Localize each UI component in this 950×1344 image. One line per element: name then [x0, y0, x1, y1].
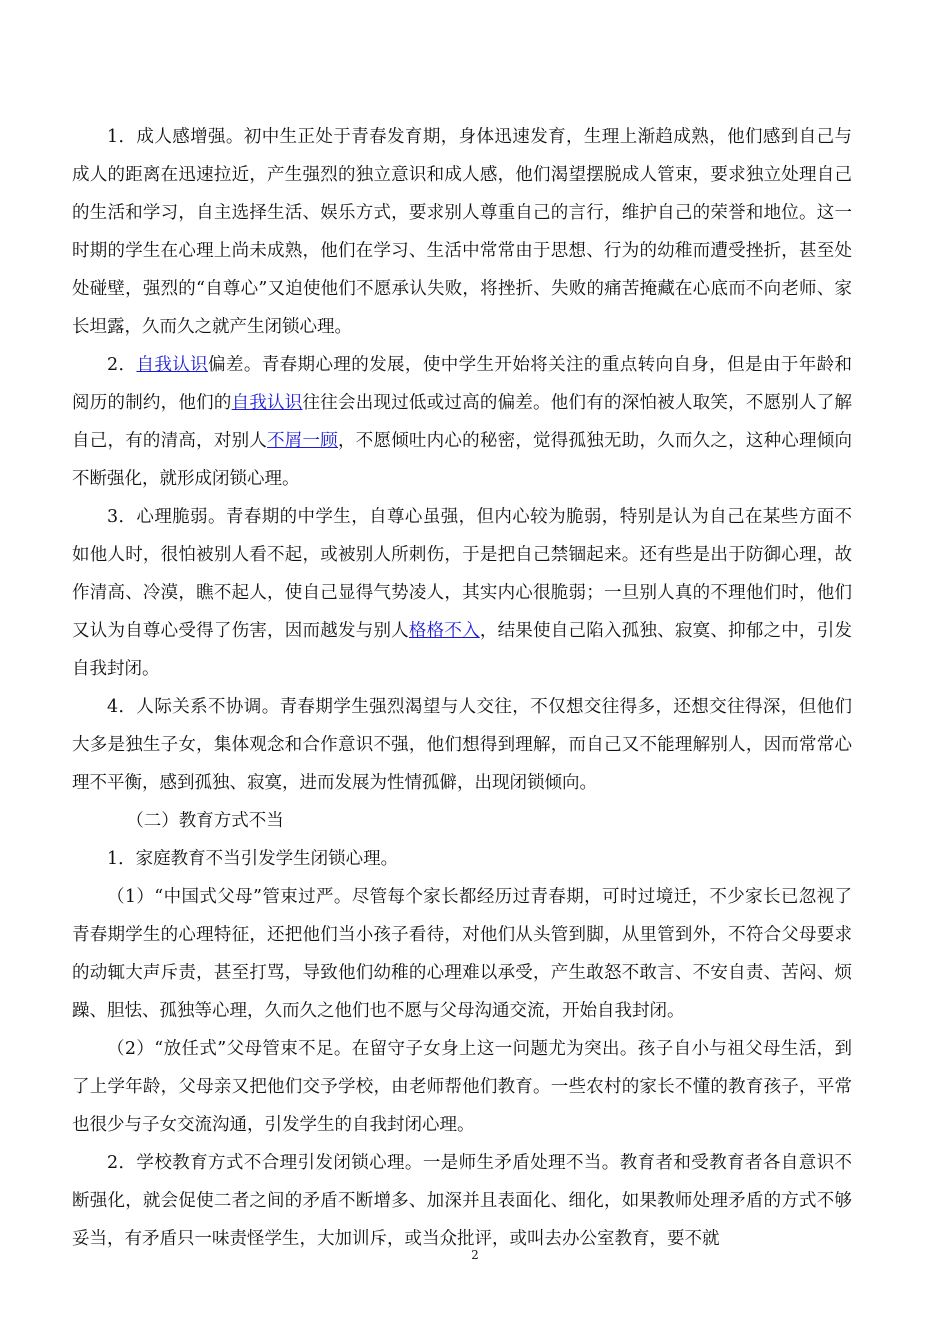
link-disdain[interactable]: 不屑一顾 — [267, 431, 338, 451]
section-heading — [72, 802, 852, 840]
paragraph-strict-parents — [72, 878, 852, 1030]
paragraph-text: 2．学校教育方式不合理引发闭锁心理。一是师生矛盾处理不当。教育者和受教育者各自意识不断强化，就会促使二者之间的矛盾不断增多、加深并且表面化、细化，如果教师处理矛盾的方式不够妥当，有矛盾只一味责怪学生，大加训斥，或当众批评，或叫去办公室教育，要不就 — [72, 1153, 852, 1249]
paragraph-text: 偏差。青春期心理的发展，使中学生开始将关注的重点转向自身，但是由于年龄和阅历的制约，他们的 — [72, 355, 853, 413]
paragraph-text: （1）“中国式父母”管束过严。尽管每个家长都经历过青春期，可时过境迁，不少家长已忽视了青春期学生的心理特征，还把他们当小孩子看待，对他们从头管到脚，从里管到外，不符合父母要求的动辄大声斥责，甚至打骂，导致他们幼稚的心理难以承受，产生敢怒不敢言、不安自责、苦闷、烦躁、胆怯、孤独等心理，久而久之他们也不愿与父母沟通交流，开始自我封闭。 — [72, 887, 852, 1021]
paragraph-text: ，不愿倾吐内心的秘密，觉得孤独无助，久而久之，这种心理倾向不断强化，就形成闭锁心理。 — [72, 431, 853, 489]
link-incompatible[interactable]: 格格不入 — [408, 621, 480, 641]
paragraph-school-education — [72, 1144, 852, 1258]
link-self-cognition-2[interactable]: 自我认识 — [231, 393, 303, 413]
paragraph-text: 1．成人感增强。初中生正处于青春发育期，身体迅速发育，生理上渐趋成熟，他们感到自己与成人的距离在迅速拉近，产生强烈的独立意识和成人感，他们渴望摆脱成人管束，要求独立处理自己的生活和学习，自主选择生活、娱乐方式，要求别人尊重自己的言行，维护自己的荣誉和地位。这一时期的学生在心理上尚未成熟，他们在学习、生活中常常由于思想、行为的幼稚而遭受挫折，甚至处处碰壁，强烈的“自尊心”又迫使他们不愿承认失败，将挫折、失败的痛苦掩藏在心底而不向老师、家长坦露，久而久之就产生闭锁心理。 — [72, 127, 852, 337]
paragraph-text: 往往会出现过低或过高的偏差。他们有的深怕被人取笑，不愿别人了解自己，有的清高，对别人 — [72, 393, 853, 451]
paragraph-text: 2． — [107, 355, 137, 375]
link-self-cognition[interactable]: 自我认识 — [136, 355, 209, 375]
paragraph-self-cognition — [72, 346, 852, 498]
paragraph-relationships — [72, 688, 852, 802]
paragraph-text: 1．家庭教育不当引发学生闭锁心理。 — [107, 849, 399, 869]
paragraph-text: 3．心理脆弱。青春期的中学生，自尊心虽强，但内心较为脆弱，特别是认为自己在某些方面不如他人时，很怕被别人看不起，或被别人所刺伤，于是把自己禁锢起来。还有些是出于防御心理，故作清高、冷漠，瞧不起人，使自己显得气势凌人，其实内心很脆弱；一旦别人真的不理他们时，他们又认为自尊心受得了伤害，因而越发与别人 — [72, 507, 852, 641]
document-body — [72, 118, 852, 1258]
page-number: 2 — [471, 1248, 479, 1262]
paragraph-text: （2）“放任式”父母管束不足。在留守子女身上这一问题尤为突出。孩子自小与祖父母生活，到了上学年龄，父母亲又把他们交予学校，由老师帮他们教育。一些农村的家长不懂的教育孩子，平常也很少与子女交流沟通，引发学生的自我封闭心理。 — [72, 1039, 852, 1135]
paragraph-permissive-parents — [72, 1030, 852, 1144]
heading-text: （二）教育方式不当 — [126, 811, 284, 831]
paragraph-text: 4．人际关系不协调。青春期学生强烈渴望与人交往，不仅想交往得多，还想交往得深，但他们大多是独生子女，集体观念和合作意识不强，他们想得到理解，而自己又不能理解别人，因而常常心理不平衡，感到孤独、寂寞，进而发展为性情孤僻，出现闭锁倾向。 — [72, 697, 852, 793]
paragraph-fragile-mind — [72, 498, 852, 688]
paragraph-adult-sense — [72, 118, 852, 346]
paragraph-family-education — [72, 840, 852, 878]
paragraph-text: ，结果使自己陷入孤独、寂寞、抑郁之中，引发自我封闭。 — [72, 621, 853, 679]
